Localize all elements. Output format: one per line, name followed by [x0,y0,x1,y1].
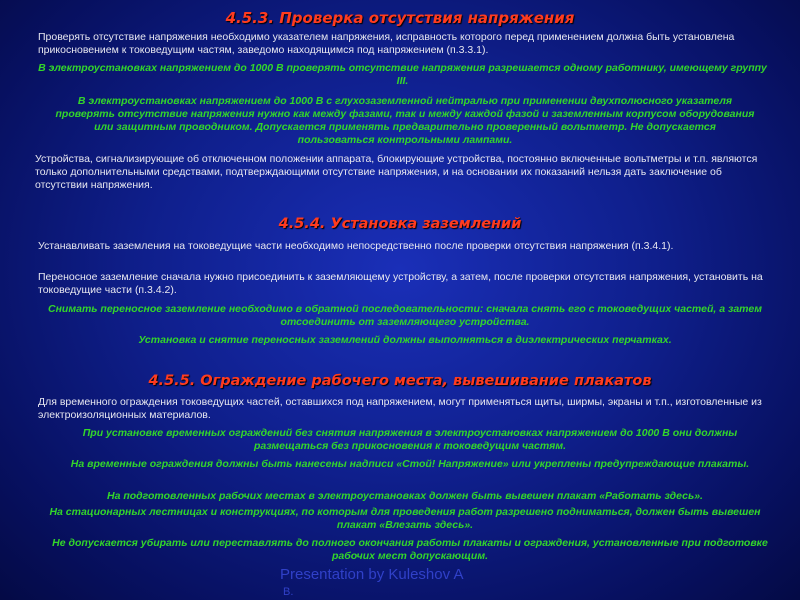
section-heading-grounding: 4.5.4. Установка заземлений [278,216,522,232]
paragraph-portable-grounding: Переносное заземление сначала нужно присоединить к заземляющему устройству, а затем, после проверки отсутствия напряжения, установить на токоведущие части (п.3.4.2). [38,271,763,296]
paragraph-grounded-neutral: В электроустановках напряжением до 1000 В с глухозаземленной нейтралью при применении двухполюсного указателя проверять отсутствие напряжения нужно как между фазами, так и между каждой фазой и заземленным корпусом оборудования или защитным проводником. Допускается применять предварительно проверенный вольтметр. Не допускается пользоваться контрольными лампами. [55,95,755,146]
section-heading-voltage-check: 4.5.3. Проверка отсутствия напряжения [225,9,575,27]
paragraph-signaling-devices: Устройства, сигнализирующие об отключенном положении аппарата, блокирующие устройства, постоянно включенные вольтметры и т.п. являются только дополнительными средствами, подтверждающими отсутствие напряжения, и на основании их показаний нельзя дать заключение об отсутствии напряжения. [35,153,758,191]
footer-credit: Presentation by Kuleshov A [280,566,464,583]
footer-credit-continued: B. [283,586,294,598]
paragraph-voltage-indicator: Проверять отсутствие напряжения необходимо указателем напряжения, исправность которого перед применением должна быть установлена прикосновением к токоведущим частям, заведомо находящимся под напряжением (п.3.3.1). [38,31,735,56]
paragraph-work-here-poster: На подготовленных рабочих местах в электроустановках должен быть вывешен плакат «Работать здесь». [107,490,703,502]
paragraph-grounding-install: Устанавливать заземления на токоведущие части необходимо непосредственно после проверки отсутствия напряжения (п.3.4.1). [38,240,674,252]
paragraph-fencing-placement: При установке временных ограждений без снятия напряжения в электроустановках напряжением до 1000 В они должны размещаться без прикосновения к токоведущим частям. [82,427,738,452]
paragraph-climb-here-poster: На стационарных лестницах и конструкциях, по которым для проведения работ разрешено подниматься, должен быть вывешен плакат «Влезать здесь». [49,506,761,531]
paragraph-single-worker: В электроустановках напряжением до 1000 В проверять отсутствие напряжения разрешается одному работнику, имеющему группу III. [38,62,767,87]
paragraph-dielectric-gloves: Установка и снятие переносных заземлений должны выполняться в диэлектрических перчатках. [138,334,672,346]
paragraph-temporary-fencing: Для временного ограждения токоведущих частей, оставшихся под напряжением, могут применяться щиты, ширмы, экраны и т.п., изготовленные из электроизоляционных материалов. [38,396,762,421]
paragraph-fencing-labels: На временные ограждения должны быть нанесены надписи «Стой! Напряжение» или укреплены предупреждающие плакаты. [70,458,750,470]
paragraph-grounding-removal: Снимать переносное заземление необходимо в обратной последовательности: сначала снять его с токоведущих частей, а затем отсоединить от заземляющего устройства. [48,303,762,328]
section-heading-fencing-posters: 4.5.5. Ограждение рабочего места, вывешивание плакатов [148,373,652,389]
paragraph-no-removal: Не допускается убирать или переставлять до полного окончания работы плакаты и ограждения, установленные при подготовке рабочих мест допускающим. [52,537,768,562]
